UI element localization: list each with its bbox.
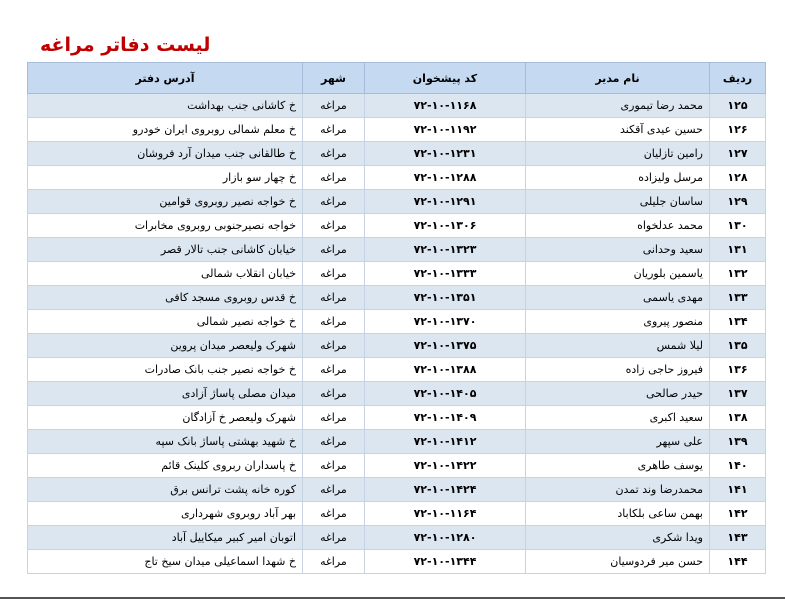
counter-code-cell: ۷۲-۱۰-۱۱۶۴: [365, 502, 526, 526]
city-cell: مراغه: [303, 262, 365, 286]
row-number-cell: ۱۳۳: [710, 286, 766, 310]
row-number-cell: ۱۴۳: [710, 526, 766, 550]
counter-code-cell: ۷۲-۱۰-۱۳۲۳: [365, 238, 526, 262]
row-number-cell: ۱۳۸: [710, 406, 766, 430]
row-number-cell: ۱۳۱: [710, 238, 766, 262]
city-cell: مراغه: [303, 358, 365, 382]
office-address-cell: خ پاسداران ربروی کلینک قائم: [28, 454, 303, 478]
office-address-cell: بهر آباد روبروی شهرداری: [28, 502, 303, 526]
manager-name-cell: علی سپهر: [526, 430, 710, 454]
row-number-cell: ۱۲۵: [710, 94, 766, 118]
office-address-cell: خ خواجه نصیر شمالی: [28, 310, 303, 334]
table-row: [28, 286, 766, 310]
city-cell: مراغه: [303, 190, 365, 214]
office-address-cell: خ خواجه نصیر روبروی قوامین: [28, 190, 303, 214]
counter-code-cell: ۷۲-۱۰-۱۱۹۲: [365, 118, 526, 142]
table-row: [28, 118, 766, 142]
row-number-cell: ۱۳۵: [710, 334, 766, 358]
city-cell: مراغه: [303, 334, 365, 358]
column-header-manager: نام مدیر: [526, 63, 710, 94]
counter-code-cell: ۷۲-۱۰-۱۲۸۰: [365, 526, 526, 550]
table-row: [28, 310, 766, 334]
table-row: [28, 502, 766, 526]
city-cell: مراغه: [303, 238, 365, 262]
counter-code-cell: ۷۲-۱۰-۱۳۴۴: [365, 550, 526, 574]
manager-name-cell: سعید وحدانی: [526, 238, 710, 262]
counter-code-cell: ۷۲-۱۰-۱۳۷۰: [365, 310, 526, 334]
table-row: [28, 334, 766, 358]
column-header-city: شهر: [303, 63, 365, 94]
counter-code-cell: ۷۲-۱۰-۱۳۰۶: [365, 214, 526, 238]
table-row: [28, 142, 766, 166]
manager-name-cell: محمد عدلخواه: [526, 214, 710, 238]
city-cell: مراغه: [303, 406, 365, 430]
manager-name-cell: یاسمین بلوریان: [526, 262, 710, 286]
city-cell: مراغه: [303, 454, 365, 478]
row-number-cell: ۱۳۲: [710, 262, 766, 286]
row-number-cell: ۱۲۶: [710, 118, 766, 142]
row-number-cell: ۱۳۶: [710, 358, 766, 382]
table-body: [28, 94, 766, 574]
row-number-cell: ۱۳۹: [710, 430, 766, 454]
city-cell: مراغه: [303, 118, 365, 142]
row-number-cell: ۱۴۱: [710, 478, 766, 502]
counter-code-cell: ۷۲-۱۰-۱۴۲۴: [365, 478, 526, 502]
office-address-cell: شهرک ولیعصر خ آزادگان: [28, 406, 303, 430]
table-row: [28, 430, 766, 454]
row-number-cell: ۱۳۷: [710, 382, 766, 406]
counter-code-cell: ۷۲-۱۰-۱۴۰۵: [365, 382, 526, 406]
office-address-cell: خواجه نصیرجنوبی روبروی مخابرات: [28, 214, 303, 238]
office-address-cell: کوره خانه پشت ترانس برق: [28, 478, 303, 502]
city-cell: مراغه: [303, 142, 365, 166]
table-row: [28, 94, 766, 118]
manager-name-cell: حسن میر فردوسیان: [526, 550, 710, 574]
city-cell: مراغه: [303, 166, 365, 190]
row-number-cell: ۱۲۸: [710, 166, 766, 190]
office-address-cell: میدان مصلی پاساژ آزادی: [28, 382, 303, 406]
manager-name-cell: سعید اکبری: [526, 406, 710, 430]
city-cell: مراغه: [303, 502, 365, 526]
offices-table: [27, 62, 766, 574]
city-cell: مراغه: [303, 526, 365, 550]
city-cell: مراغه: [303, 310, 365, 334]
manager-name-cell: ویدا شکری: [526, 526, 710, 550]
city-cell: مراغه: [303, 382, 365, 406]
city-cell: مراغه: [303, 430, 365, 454]
office-address-cell: خیابان کاشانی جنب تالار قصر: [28, 238, 303, 262]
office-address-cell: خ خواجه نصیر جنب بانک صادرات: [28, 358, 303, 382]
manager-name-cell: حیدر صالحی: [526, 382, 710, 406]
table-row: [28, 262, 766, 286]
city-cell: مراغه: [303, 94, 365, 118]
manager-name-cell: لیلا شمس: [526, 334, 710, 358]
table-row: [28, 382, 766, 406]
table-row: [28, 238, 766, 262]
office-address-cell: خیابان انقلاب شمالی: [28, 262, 303, 286]
counter-code-cell: ۷۲-۱۰-۱۲۹۱: [365, 190, 526, 214]
manager-name-cell: محمدرضا وند تمدن: [526, 478, 710, 502]
counter-code-cell: ۷۲-۱۰-۱۲۸۸: [365, 166, 526, 190]
counter-code-cell: ۷۲-۱۰-۱۴۲۲: [365, 454, 526, 478]
column-header-row-number: ردیف: [710, 63, 766, 94]
manager-name-cell: مرسل ولیزاده: [526, 166, 710, 190]
column-header-address: آدرس دفتر: [28, 63, 303, 94]
table-row: [28, 166, 766, 190]
counter-code-cell: ۷۲-۱۰-۱۴۰۹: [365, 406, 526, 430]
office-address-cell: خ شهدا اسماعیلی میدان سیخ تاج: [28, 550, 303, 574]
row-number-cell: ۱۳۰: [710, 214, 766, 238]
row-number-cell: ۱۳۴: [710, 310, 766, 334]
table-row: [28, 550, 766, 574]
counter-code-cell: ۷۲-۱۰-۱۳۳۳: [365, 262, 526, 286]
office-address-cell: اتوبان امیر کبیر میکاییل آباد: [28, 526, 303, 550]
row-number-cell: ۱۲۹: [710, 190, 766, 214]
city-cell: مراغه: [303, 550, 365, 574]
office-address-cell: خ چهار سو بازار: [28, 166, 303, 190]
table-row: [28, 190, 766, 214]
manager-name-cell: بهمن ساعی بلکاباد: [526, 502, 710, 526]
counter-code-cell: ۷۲-۱۰-۱۳۷۵: [365, 334, 526, 358]
city-cell: مراغه: [303, 214, 365, 238]
row-number-cell: ۱۴۴: [710, 550, 766, 574]
counter-code-cell: ۷۲-۱۰-۱۴۱۲: [365, 430, 526, 454]
office-address-cell: خ طالقانی جنب میدان آرد فروشان: [28, 142, 303, 166]
manager-name-cell: محمد رضا تیموری: [526, 94, 710, 118]
manager-name-cell: یوسف طاهری: [526, 454, 710, 478]
office-address-cell: شهرک ولیعصر میدان پروین: [28, 334, 303, 358]
city-cell: مراغه: [303, 478, 365, 502]
counter-code-cell: ۷۲-۱۰-۱۱۶۸: [365, 94, 526, 118]
manager-name-cell: منصور پیروی: [526, 310, 710, 334]
row-number-cell: ۱۴۰: [710, 454, 766, 478]
table-row: [28, 478, 766, 502]
manager-name-cell: ساسان جلیلی: [526, 190, 710, 214]
manager-name-cell: مهدی یاسمی: [526, 286, 710, 310]
bottom-divider: [0, 597, 785, 599]
manager-name-cell: فیروز حاجی زاده: [526, 358, 710, 382]
city-cell: مراغه: [303, 286, 365, 310]
office-address-cell: خ قدس روبروی مسجد کافی: [28, 286, 303, 310]
column-header-code: کد پیشخوان: [365, 63, 526, 94]
page-title: لیست دفاتر مراغه: [40, 34, 211, 56]
counter-code-cell: ۷۲-۱۰-۱۳۵۱: [365, 286, 526, 310]
office-address-cell: خ شهید بهشتی پاساژ بانک سپه: [28, 430, 303, 454]
table-row: [28, 454, 766, 478]
row-number-cell: ۱۴۲: [710, 502, 766, 526]
table-row: [28, 526, 766, 550]
manager-name-cell: حسین عیدی آقکند: [526, 118, 710, 142]
table-row: [28, 214, 766, 238]
manager-name-cell: رامین تازلیان: [526, 142, 710, 166]
office-address-cell: خ معلم شمالی روبروی ایران خودرو: [28, 118, 303, 142]
office-address-cell: خ کاشانی جنب بهداشت: [28, 94, 303, 118]
table-row: [28, 358, 766, 382]
table-header-row: [28, 63, 766, 94]
table-row: [28, 406, 766, 430]
counter-code-cell: ۷۲-۱۰-۱۲۳۱: [365, 142, 526, 166]
counter-code-cell: ۷۲-۱۰-۱۳۸۸: [365, 358, 526, 382]
row-number-cell: ۱۲۷: [710, 142, 766, 166]
